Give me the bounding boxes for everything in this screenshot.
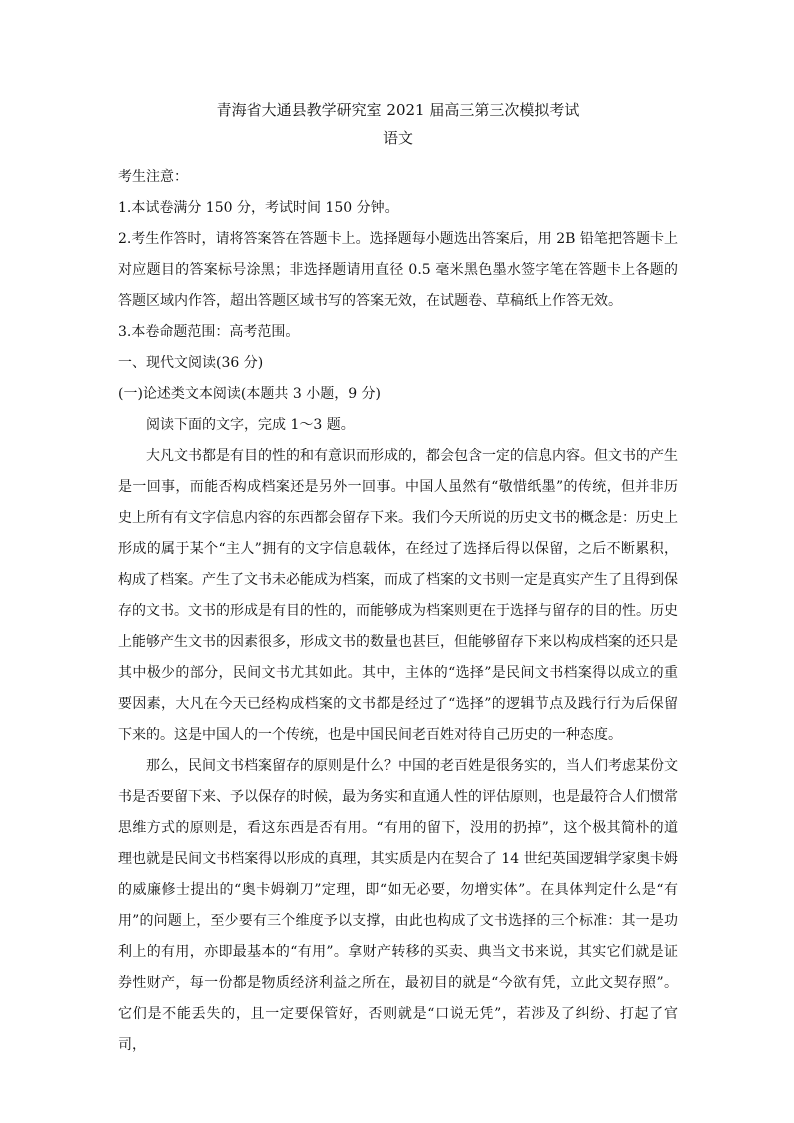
notice-item-2: 2.考生作答时，请将答案答在答题卡上。选择题每小题选出答案后，用 2B 铅笔把答题卡上对应题目的答案标号涂黑；非选择题请用直径 0.5 毫米黑色墨水签字笔在答题卡上各题的答题区域内作答，超出答题区域书写的答案无效，在试题卷、草稿纸上作答无效。 <box>118 231 678 309</box>
section-heading: 一、现代文阅读(36 分) <box>118 355 264 371</box>
subject-title: 语文 <box>382 129 413 147</box>
exam-page <box>118 100 678 1061</box>
notice-item-1: 1.本试卷满分 150 分，考试时间 150 分钟。 <box>118 200 399 216</box>
passage-paragraph-2: 那么，民间文书档案留存的原则是什么？中国的老百姓是很务实的，当人们考虑某份文书是否要留下来、予以保存的时候，最为务实和直通人性的评估原则，也是最符合人们惯常思维方式的原则是，看这东西是否有用。“有用的留下，没用的扔掉”，这个极其简朴的道理也就是民间文书档案得以形成的真理，其实质是内在契合了 14 世纪英国逻辑学家奥卡姆的威廉修士提出的“奥卡姆剃刀”定理，即“如无必要，勿增实体”。在具体判定什么是“有用”的问题上，至少要有三个维度予以支撑，由此也构成了文书选择的三个标准：其一是功利上的有用，亦即最基本的“有用”。拿财产转移的买卖、典当文书来说，其实它们就是证券性财产，每一份都是物质经济利益之所在，最初目的就是“今欲有凭，立此文契存照”。它们是不能丢失的，且一定要保管好，否则就是“口说无凭”，若涉及了纠纷、打起了官司， <box>118 758 678 1053</box>
notice-heading: 考生注意： <box>118 169 188 185</box>
passage-paragraph-1: 大凡文书都是有目的性的和有意识而形成的，都会包含一定的信息内容。但文书的产生是一回事，而能否构成档案还是另外一回事。中国人虽然有“敬惜纸墨”的传统，但并非历史上所有有文字信息内容的东西都会留存下来。我们今天所说的历史文书的概念是：历史上形成的属于某个“主人”拥有的文字信息载体，在经过了选择后得以保留，之后不断累积，构成了档案。产生了文书未必能成为档案，而成了档案的文书则一定是真实产生了且得到保存的文书。文书的形成是有目的性的，而能够成为档案则更在于选择与留存的目的性。历史上能够产生文书的因素很多，形成文书的数量也甚巨，但能够留存下来以构成档案的还只是其中极少的部分，民间文书尤其如此。其中，主体的“选择”是民间文书档案得以成立的重要因素，大凡在今天已经构成档案的文书都是经过了“选择”的逻辑节点及践行行为后保留下来的。这是中国人的一个传统，也是中国民间老百姓对待自己历史的一种态度。 <box>118 448 678 743</box>
notice-item-3: 3.本卷命题范围：高考范围。 <box>118 324 300 340</box>
reading-instruction: 阅读下面的文字，完成 1～3 题。 <box>146 417 355 433</box>
exam-title: 青海省大通县教学研究室 2021 届高三第三次模拟考试 <box>216 101 580 119</box>
subsection-heading: (一)论述类文本阅读(本题共 3 小题，9 分) <box>118 386 382 402</box>
